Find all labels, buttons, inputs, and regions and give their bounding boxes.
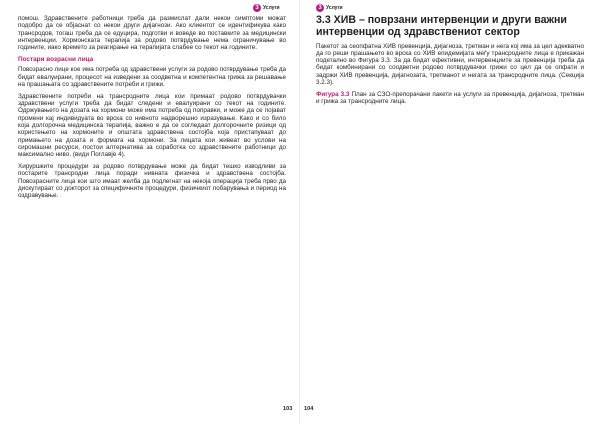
right-page: [300, 0, 600, 424]
right-text-column: [316, 15, 584, 110]
paragraph: Пакетот за сеопфатна ХИВ превенција, дијагноза, третман и нега кој има за цел адекватно да го реши прашањето во врска со ХИВ епидемијата меѓу трансродните лица е прикажан подетално во Фигура 3.3. За да бидат ефективни, интервенциите за превенција треба да бидат комбинирани со соодветни родово потврдувачки грижи со цел да се опфати и задржи ХИВ превенција, дијагнозата, третманот и негата за трансродните лица. (Секција 3.2.3).: [316, 42, 584, 87]
paragraph: помош. Здравствените работници треба да размислат дали некои симптоми можат подобро да се објаснат со некои други дијагнози. Ако клиентот се идентификува како трансродов, тогаш треба да се едуцира, подготви и воведе во поставките за медицински интервенции. Хормонската терапија за родово потврдување нема ограничување во годините, иако времето за реагирање на терапијата слабее со текот на годините.: [18, 15, 286, 52]
section-title: 3.3 ХИВ – поврзани интервенции и други важни интервенции од здравствениот сектор: [316, 14, 567, 38]
paragraph: Повозрасно лице кое има потреба од здравствени услуги за родово потврдување треба да бидат евалуирани, процесот на изведени за сoодветна и компетентна грижа за решавање на прашањата со здравствените потреби и грижи.: [18, 66, 286, 88]
figure-label: Фигура 3.3: [316, 90, 350, 98]
paragraph: Здравствените потреби на трансродните лица кои примаат родово потврдувачки здравствени услуги треба да бидат следени и евалуирани со текот на годините. Одржувањето на дозата на хормони може има потреба од поправки, и може да се појават промени кај индивидуата во врска со нивното надворешно изразување. Како и со било која долгорочна медицинска терапија, важно е да се согледаат долгорочните ризици од користењето на хормоните и општата здравствена состојба која пристапуваат до примањето на дозата и формата на хормони. За лицата кои живеат во услови на сиромашни ресурси, постои алтернатива за соработка со здравствените работници до максимално ниво. (види Поглавје 4).: [18, 92, 286, 159]
figure-caption-text: План за СЗО-препорачани пакети на услуги за превенција, дијагноза, третман и грижа за трансродните лица.: [316, 90, 585, 106]
chapter-label: Услуги: [326, 5, 343, 11]
page-number: 103: [283, 406, 293, 412]
chapter-tag: [316, 4, 343, 12]
page-number: 104: [304, 406, 314, 412]
chapter-number-badge: 3: [316, 4, 324, 12]
paragraph: Хируршките процедури за родово потврдување може да бидат тешко изводливи за постарите трансродни лица поради нивната физичка и здравствена состојба. Повозрасните лица кои што имаат желба да подлегнат на некоја операција треба прво да дискутираат со докторот за специфичните процедури, физичкиот побарувања и период на оздравување.: [18, 163, 286, 200]
chapter-label: Услуги: [263, 5, 280, 11]
chapter-number-badge: 3: [253, 4, 261, 12]
chapter-tag: [253, 4, 280, 12]
left-text-column: [18, 15, 286, 204]
figure-caption: [316, 91, 584, 106]
subheading-older-adults: Постари возрасни лица: [18, 56, 94, 64]
